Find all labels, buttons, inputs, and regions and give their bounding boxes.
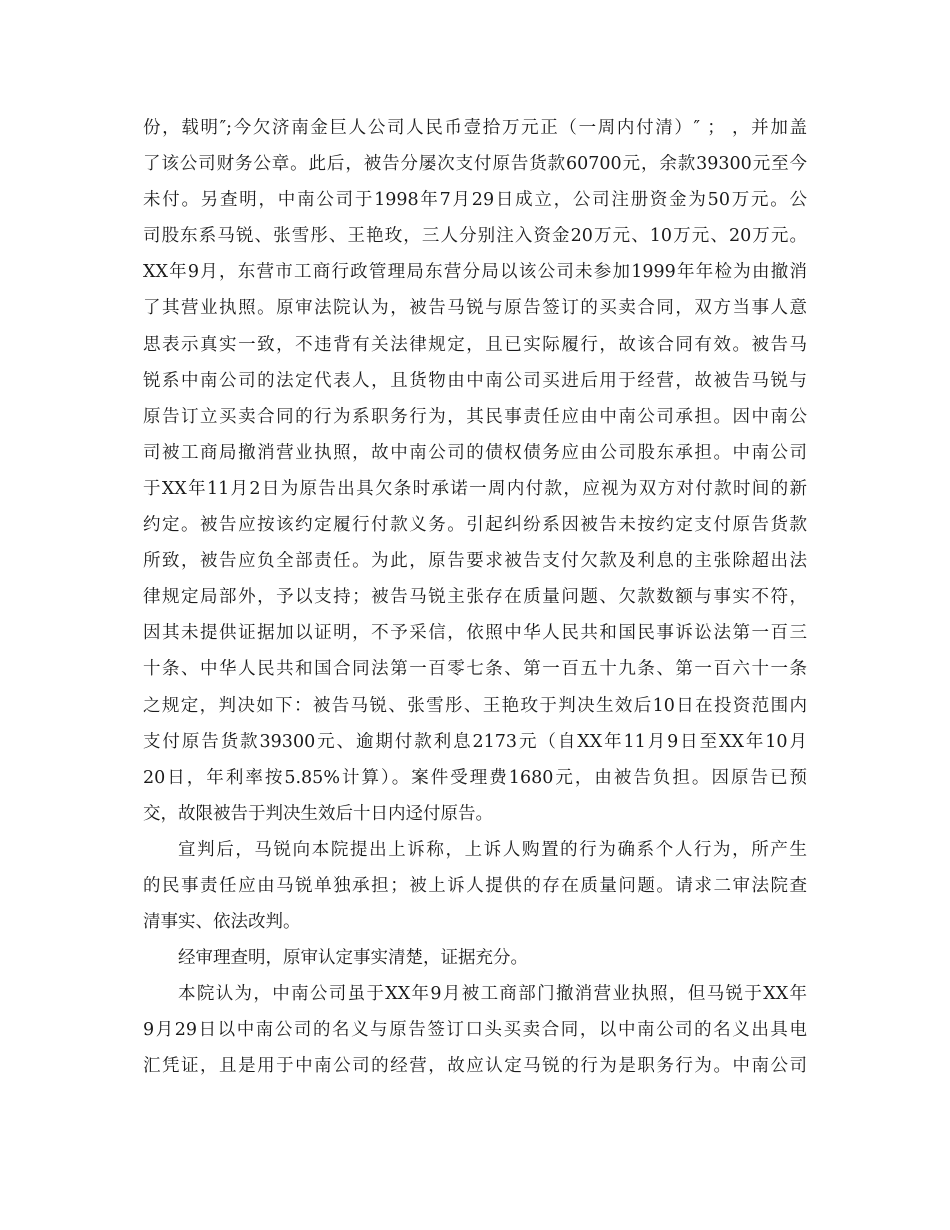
- text-line: 20日，年利率按5.85%计算）。案件受理费1680元，由被告负担。因原告已预: [143, 767, 807, 788]
- paragraph-1: [143, 110, 807, 832]
- text-line: 了其营业执照。原审法院认为，被告马锐与原告签订的买卖合同，双方当事人意: [143, 298, 807, 319]
- text-line: 未付。另查明，中南公司于1998年7月29日成立，公司注册资金为50万元。公: [143, 190, 807, 211]
- paragraph-4: [143, 976, 807, 1084]
- text-line: 份，载明″;今欠济南金巨人公司人民币壹拾万元正（一周内付清）″ ； ，并加盖: [143, 118, 807, 138]
- text-line: 原告订立买卖合同的行为系职务行为，其民事责任应由中南公司承担。因中南公: [143, 406, 807, 427]
- text-line: 交，故限被告于判决生效后十日内迳付原告。: [143, 803, 493, 824]
- text-line: XX年9月，东营市工商行政管理局东营分局以该公司未参加1999年年检为由撤消: [143, 262, 807, 283]
- text-line: 清事实、依法改判。: [143, 912, 301, 933]
- text-line: 本院认为，中南公司虽于XX年9月被工商部门撤消营业执照，但马锐于XX年: [178, 984, 807, 1005]
- text-line: 因其未提供证据加以证明，不予采信，依照中华人民共和国民事诉讼法第一百三: [143, 623, 807, 644]
- text-line: 之规定，判决如下：被告马锐、张雪彤、王艳玫于判决生效后10日在投资范围内: [143, 695, 807, 716]
- text-line: 支付原告货款39300元、逾期付款利息2173元（自XX年11月9日至XX年10月: [143, 731, 807, 752]
- text-line: 经审理查明，原审认定事实清楚，证据充分。: [178, 948, 528, 969]
- text-line: 汇凭证，且是用于中南公司的经营，故应认定马锐的行为是职务行为。中南公司: [143, 1056, 807, 1077]
- paragraph-3: [143, 940, 807, 976]
- text-line: 的民事责任应由马锐单独承担；被上诉人提供的存在质量问题。请求二审法院查: [143, 875, 807, 896]
- text-line: 约定。被告应按该约定履行付款义务。引起纠纷系因被告未按约定支付原告货款: [143, 515, 807, 536]
- text-line: 司股东系马锐、张雪彤、王艳玫，三人分别注入资金20万元、10万元、20万元。: [143, 226, 807, 247]
- paragraph-2: [143, 832, 807, 940]
- text-line: 思表示真实一致，不违背有关法律规定，且已实际履行，故该合同有效。被告马: [143, 334, 807, 355]
- document-page: [143, 110, 807, 1085]
- text-line: 锐系中南公司的法定代表人，且货物由中南公司买进后用于经营，故被告马锐与: [143, 370, 807, 391]
- text-line: 司被工商局撤消营业执照，故中南公司的债权债务应由公司股东承担。中南公司: [143, 442, 807, 463]
- text-line: 了该公司财务公章。此后，被告分屡次支付原告货款60700元，余款39300元至今: [143, 154, 807, 175]
- text-line: 十条、中华人民共和国合同法第一百零七条、第一百五十九条、第一百六十一条: [143, 659, 807, 680]
- text-line: 律规定局部外，予以支持；被告马锐主张存在质量问题、欠款数额与事实不符，: [143, 587, 807, 608]
- text-line: 宣判后，马锐向本院提出上诉称，上诉人购置的行为确系个人行为，所产生: [178, 839, 807, 860]
- text-line: 所致，被告应负全部责任。为此，原告要求被告支付欠款及利息的主张除超出法: [143, 551, 807, 572]
- text-line: 于XX年11月2日为原告出具欠条时承诺一周内付款，应视为双方对付款时间的新: [143, 478, 807, 499]
- text-line: 9月29日以中南公司的名义与原告签订口头买卖合同，以中南公司的名义出具电: [143, 1020, 807, 1041]
